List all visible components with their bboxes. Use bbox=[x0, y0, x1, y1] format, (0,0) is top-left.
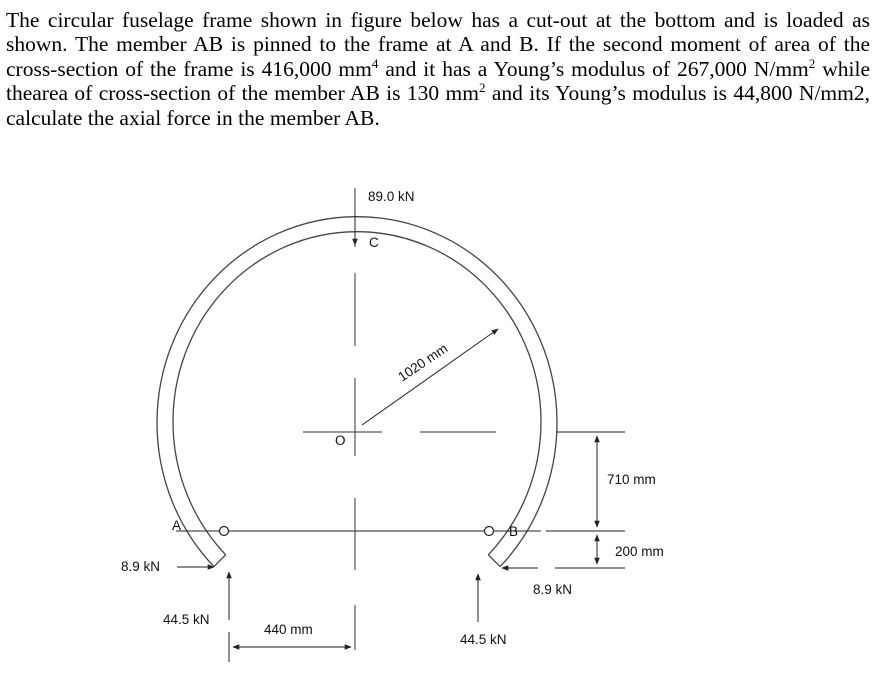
right-vertical-load-label: 44.5 kN bbox=[460, 632, 507, 647]
top-load-label: 89.0 kN bbox=[368, 189, 415, 204]
point-a-label: A bbox=[172, 518, 182, 533]
dim-440-label: 440 mm bbox=[264, 622, 313, 637]
problem-text-3: while thearea of cross-section of the member AB is 130 mm bbox=[6, 56, 870, 106]
problem-text-4: and its Young’s modulus is 44,800 N/mm2, calculate the axial force in the member AB. bbox=[6, 81, 871, 130]
center-o-label: O bbox=[335, 433, 346, 448]
radius-dimension bbox=[362, 329, 498, 425]
pin-a bbox=[220, 527, 229, 536]
frame-inner-arc bbox=[173, 232, 541, 555]
left-horizontal-load-label: 8.9 kN bbox=[121, 559, 161, 574]
problem-text-2: and it has a Young’s modulus of 267,000 N/mm bbox=[378, 56, 809, 81]
point-c-label: C bbox=[369, 235, 379, 250]
frame-end-cap-left bbox=[214, 555, 226, 567]
pin-b bbox=[485, 527, 494, 536]
problem-text-1: The circular fuselage frame shown in figure below has a cut-out at the bottom and is loaded as shown. The member AB is pinned to the frame at A and B. If the second moment of area of the cross-section of the frame is 416,000 mm bbox=[6, 8, 870, 81]
vertical-dimensions bbox=[546, 432, 625, 568]
superscript-4: 4 bbox=[371, 55, 379, 71]
frame-outer-arc bbox=[157, 217, 557, 567]
superscript-2a: 2 bbox=[808, 55, 816, 71]
point-b-label: B bbox=[509, 524, 519, 539]
radius-label: 1020 mm bbox=[395, 340, 451, 385]
dim-200-label: 200 mm bbox=[615, 544, 664, 559]
right-horizontal-load-label: 8.9 kN bbox=[533, 582, 573, 597]
frame-end-cap-right bbox=[488, 555, 500, 567]
left-vertical-load-label: 44.5 kN bbox=[163, 612, 210, 627]
superscript-2b: 2 bbox=[478, 80, 486, 96]
dim-710-label: 710 mm bbox=[607, 472, 656, 487]
